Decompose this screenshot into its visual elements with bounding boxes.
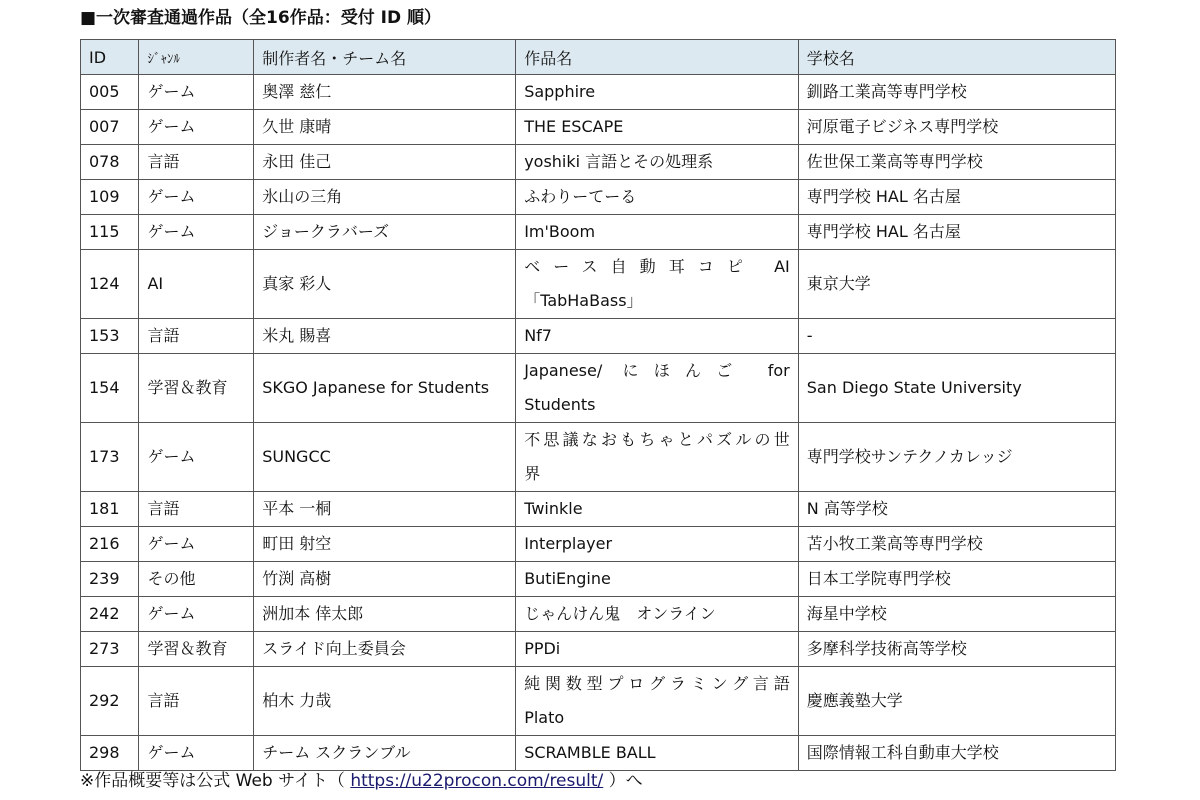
cell-genre: 学習＆教育 (139, 354, 254, 423)
cell-school: 海星中学校 (798, 597, 1115, 632)
cell-school: - (798, 319, 1115, 354)
cell-genre: ゲーム (139, 215, 254, 250)
cell-genre: 言語 (139, 492, 254, 527)
cell-work-line: 不思議なおもちゃとパズルの世 (524, 430, 790, 449)
cell-work: じゃんけん鬼 オンライン (516, 597, 799, 632)
cell-id: 298 (81, 736, 139, 771)
cell-id: 216 (81, 527, 139, 562)
result-link[interactable]: https://u22procon.com/result/ (350, 771, 604, 791)
cell-genre: ゲーム (139, 110, 254, 145)
cell-genre: ゲーム (139, 597, 254, 632)
cell-school: N 高等学校 (798, 492, 1115, 527)
cell-genre: ゲーム (139, 527, 254, 562)
cell-id: 007 (81, 110, 139, 145)
cell-school: 佐世保工業高等専門学校 (798, 145, 1115, 180)
cell-creator: 竹渕 高樹 (254, 562, 516, 597)
cell-work: THE ESCAPE (516, 110, 799, 145)
cell-school: 国際情報工科自動車大学校 (798, 736, 1115, 771)
table-row (81, 145, 1116, 180)
cell-id: 242 (81, 597, 139, 632)
cell-genre: ゲーム (139, 736, 254, 771)
table-row (81, 562, 1116, 597)
cell-creator: スライド向上委員会 (254, 632, 516, 667)
cell-school: San Diego State University (798, 354, 1115, 423)
table-row (81, 180, 1116, 215)
cell-work: PPDi (516, 632, 799, 667)
cell-id: 292 (81, 667, 139, 736)
cell-work (516, 250, 799, 319)
cell-school: 慶應義塾大学 (798, 667, 1115, 736)
cell-school: 河原電子ビジネス専門学校 (798, 110, 1115, 145)
cell-work: Nf7 (516, 319, 799, 354)
cell-work: yoshiki 言語とその処理系 (516, 145, 799, 180)
cell-creator: 永田 佳己 (254, 145, 516, 180)
cell-creator: 町田 射空 (254, 527, 516, 562)
cell-work-line: 純関数型プログラミング言語 (524, 674, 790, 693)
cell-genre: 言語 (139, 145, 254, 180)
cell-work-line: Plato (524, 708, 565, 727)
table-row (81, 354, 1116, 423)
cell-work (516, 423, 799, 492)
table-row (81, 667, 1116, 736)
footer-prefix: ※作品概要等は公式 Web サイト（ (80, 771, 351, 791)
cell-creator: 柏木 力哉 (254, 667, 516, 736)
table-row (81, 75, 1116, 110)
table-row (81, 527, 1116, 562)
cell-work: Interplayer (516, 527, 799, 562)
table-row (81, 492, 1116, 527)
cell-creator: 氷山の三角 (254, 180, 516, 215)
footer-suffix: ）へ (603, 771, 643, 791)
cell-creator: 真家 彩人 (254, 250, 516, 319)
cell-work: SCRAMBLE BALL (516, 736, 799, 771)
page-title: ■一次審査通過作品（全16作品：受付 ID 順） (80, 8, 441, 28)
cell-genre: 言語 (139, 319, 254, 354)
cell-creator: ジョークラバーズ (254, 215, 516, 250)
results-table (80, 39, 1116, 771)
cell-id: 124 (81, 250, 139, 319)
header-work: 作品名 (516, 40, 799, 75)
header-school: 学校名 (798, 40, 1115, 75)
cell-genre: AI (139, 250, 254, 319)
table-row (81, 110, 1116, 145)
cell-school: 日本工学院専門学校 (798, 562, 1115, 597)
table-row (81, 736, 1116, 771)
cell-work: Twinkle (516, 492, 799, 527)
cell-work (516, 667, 799, 736)
cell-id: 273 (81, 632, 139, 667)
cell-work-line: 界 (524, 464, 541, 483)
cell-creator: SKGO Japanese for Students (254, 354, 516, 423)
cell-work-line: ベース自動耳コピ AI (524, 257, 790, 276)
cell-school: 苫小牧工業高等専門学校 (798, 527, 1115, 562)
cell-school: 専門学校サンテクノカレッジ (798, 423, 1115, 492)
table-row (81, 319, 1116, 354)
cell-work-line: 「TabHaBass」 (524, 291, 643, 310)
cell-creator: 米丸 賜喜 (254, 319, 516, 354)
cell-work: ButiEngine (516, 562, 799, 597)
cell-creator: 洲加本 倖太郎 (254, 597, 516, 632)
cell-work: Im'Boom (516, 215, 799, 250)
cell-work-line: Japanese/ にほんご for (524, 361, 790, 380)
cell-genre: 学習＆教育 (139, 632, 254, 667)
cell-id: 115 (81, 215, 139, 250)
cell-id: 154 (81, 354, 139, 423)
cell-creator: 久世 康晴 (254, 110, 516, 145)
cell-id: 173 (81, 423, 139, 492)
cell-creator: 平本 一桐 (254, 492, 516, 527)
table-row (81, 632, 1116, 667)
cell-id: 109 (81, 180, 139, 215)
cell-id: 181 (81, 492, 139, 527)
cell-genre: ゲーム (139, 75, 254, 110)
cell-genre: ゲーム (139, 423, 254, 492)
table-row (81, 597, 1116, 632)
cell-genre: 言語 (139, 667, 254, 736)
cell-school: 釧路工業高等専門学校 (798, 75, 1115, 110)
cell-genre: ゲーム (139, 180, 254, 215)
cell-school: 専門学校 HAL 名古屋 (798, 180, 1115, 215)
table-row (81, 215, 1116, 250)
header-creator: 制作者名・チーム名 (254, 40, 516, 75)
table-row (81, 423, 1116, 492)
cell-id: 153 (81, 319, 139, 354)
footer-note (80, 768, 643, 794)
cell-id: 078 (81, 145, 139, 180)
cell-genre: その他 (139, 562, 254, 597)
cell-school: 専門学校 HAL 名古屋 (798, 215, 1115, 250)
cell-work (516, 354, 799, 423)
cell-work-line: Students (524, 395, 596, 414)
cell-school: 多摩科学技術高等学校 (798, 632, 1115, 667)
cell-creator: 奥澤 慈仁 (254, 75, 516, 110)
cell-creator: チーム スクランブル (254, 736, 516, 771)
table-header-row (81, 40, 1116, 75)
cell-work: Sapphire (516, 75, 799, 110)
cell-id: 005 (81, 75, 139, 110)
table-row (81, 250, 1116, 319)
cell-id: 239 (81, 562, 139, 597)
cell-creator: SUNGCC (254, 423, 516, 492)
cell-school: 東京大学 (798, 250, 1115, 319)
header-genre: ｼﾞｬﾝﾙ (139, 40, 254, 75)
cell-work: ふわりーてーる (516, 180, 799, 215)
header-id: ID (81, 40, 139, 75)
